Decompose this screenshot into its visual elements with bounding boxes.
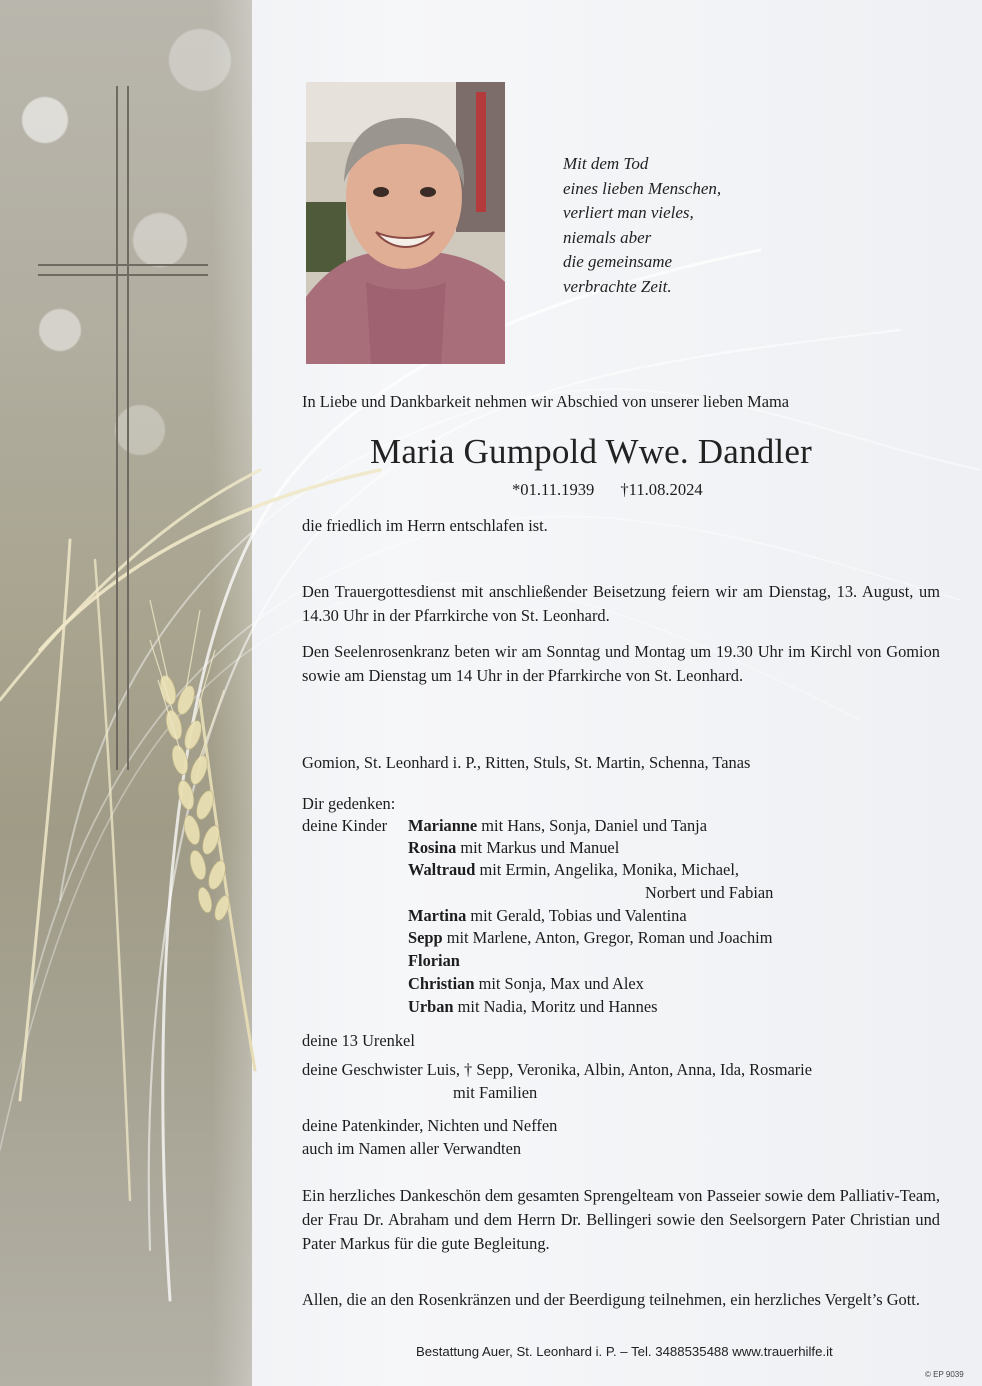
child-line: Waltraud mit Ermin, Angelika, Monika, Michael, — [408, 860, 739, 879]
child-line: Florian — [408, 951, 460, 970]
quote-line: verliert man vieles, — [563, 203, 694, 223]
funeral-home-footer: Bestattung Auer, St. Leonhard i. P. – Tel. 3488535488 www.trauerhilfe.it — [416, 1344, 833, 1359]
child-line: Martina mit Gerald, Tobias und Valentina — [408, 906, 687, 925]
child-line: Urban mit Nadia, Moritz und Hannes — [408, 997, 658, 1016]
funeral-service-text: Den Trauergottesdienst mit anschließender Beisetzung feiern wir am Dienstag, 13. August, um 14.30 Uhr in der Pfarrkirche von St. Leonhard. — [302, 582, 940, 625]
death-date: †11.08.2024 — [620, 480, 703, 499]
life-dates — [512, 478, 703, 502]
portrait-photo — [306, 82, 505, 364]
quote-line: eines lieben Menschen, — [563, 178, 722, 198]
quote-line: verbrachte Zeit. — [563, 276, 672, 296]
child-line: Christian mit Sonja, Max und Alex — [408, 974, 644, 993]
intro-text: In Liebe und Dankbarkeit nehmen wir Abschied von unserer lieben Mama — [302, 392, 790, 411]
quote-line: niemals aber — [563, 227, 652, 247]
closing-text: Allen, die an den Rosenkränzen und der Beerdigung teilnehmen, ein herzliches Vergelt’s Gott. — [302, 1290, 920, 1309]
birth-date: *01.11.1939 — [512, 480, 595, 499]
child-line: Sepp mit Marlene, Anton, Gregor, Roman und Joachim — [408, 928, 773, 947]
siblings-text-continued: mit Familien — [453, 1083, 538, 1102]
godchildren-text: deine Patenkinder, Nichten und Neffen — [302, 1116, 558, 1135]
relatives-text: auch im Namen aller Verwandten — [302, 1139, 522, 1158]
passed-text: die friedlich im Herrn entschlafen ist. — [302, 516, 548, 535]
deceased-name: Maria Gumpold Wwe. Dandler — [370, 432, 812, 471]
places-text: Gomion, St. Leonhard i. P., Ritten, Stuls, St. Martin, Schenna, Tanas — [302, 753, 751, 772]
mourners-heading: Dir gedenken: — [302, 794, 396, 813]
document-code: © EP 9039 — [925, 1370, 964, 1379]
children-prefix: deine Kinder — [302, 816, 388, 835]
cross-symbol — [38, 86, 208, 770]
child-line: Marianne mit Hans, Sonja, Daniel und Tanja — [408, 816, 708, 835]
quote-line: die gemeinsame — [563, 252, 673, 272]
thanks-text: Ein herzliches Dankeschön dem gesamten Sprengelteam von Passeier sowie dem Palliativ-Team, der Frau Dr. Abraham und dem Herrn Dr. Bellingeri sowie den Seelsorgern Pater Christian und Pater Markus für die gute Begleitung. — [302, 1186, 940, 1253]
siblings-text: deine Geschwister Luis, † Sepp, Veronika, Albin, Anton, Anna, Ida, Rosmarie — [302, 1060, 813, 1079]
child-line-continued: Norbert und Fabian — [645, 883, 774, 902]
memorial-quote — [563, 152, 783, 300]
rosary-text: Den Seelenrosenkranz beten wir am Sonntag und Montag um 19.30 Uhr im Kirchl von Gomion sowie am Dienstag um 14 Uhr in der Pfarrkirche von St. Leonhard. — [302, 642, 940, 685]
child-line: Rosina mit Markus und Manuel — [408, 838, 620, 857]
quote-line: Mit dem Tod — [563, 154, 649, 173]
great-grandchildren-text: deine 13 Urenkel — [302, 1031, 415, 1050]
